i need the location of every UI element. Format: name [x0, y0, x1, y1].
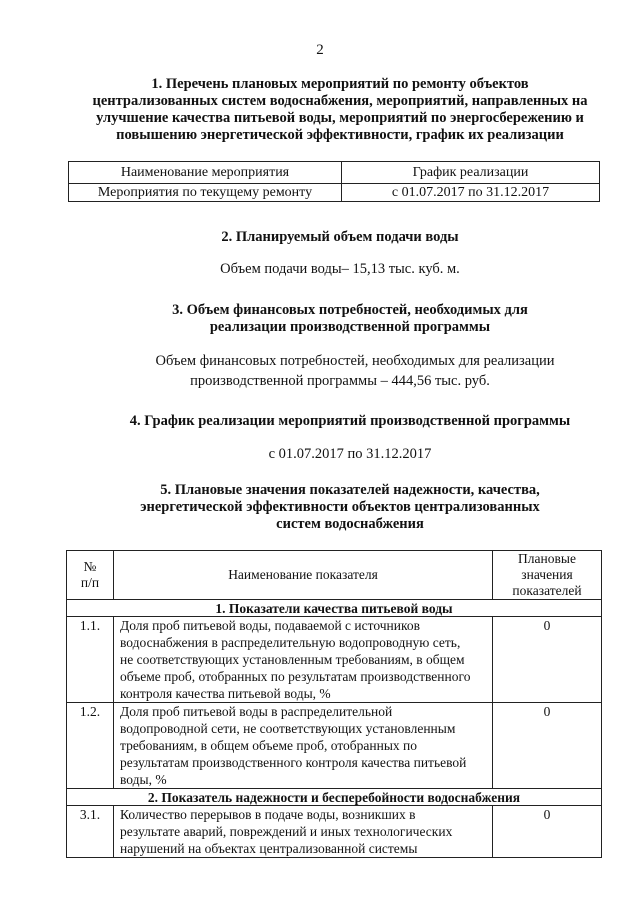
section-2-title: 2. Планируемый объем подачи воды: [221, 229, 459, 245]
measures-row-schedule: с 01.07.2017 по 31.12.2017: [342, 184, 600, 202]
header-values-line-2: значения: [521, 567, 573, 582]
financial-needs-text-line-2: производственной программы – 444,56 тыс. руб.: [190, 373, 490, 389]
row-1-1-name: [114, 617, 493, 703]
row-1-2-line: воды, %: [120, 772, 167, 787]
section-1-title-line-2: централизованных систем водоснабжения, мероприятий, направленных на: [92, 93, 588, 109]
row-3-1-line: нарушений на объектах централизованной системы: [120, 841, 418, 856]
section-1-title-line-1: 1. Перечень плановых мероприятий по ремонту объектов: [151, 76, 529, 92]
financial-needs-text-line-1: Объем финансовых потребностей, необходимых для реализации: [155, 353, 555, 369]
section-5-title-line-3: систем водоснабжения: [276, 516, 424, 532]
header-number: [67, 551, 114, 600]
header-values-line-1: Плановые: [518, 551, 576, 566]
row-3-1-name: [114, 806, 493, 858]
row-1-2-line: требованиям, в общем объеме проб, отобранных по: [120, 738, 418, 753]
row-3-1-line: результате аварий, повреждений и иных технологических: [120, 824, 453, 839]
indicators-table: [66, 550, 602, 858]
row-1-1-line: контроля качества питьевой воды, %: [120, 686, 331, 701]
section-5-title-line-2: энергетической эффективности объектов централизованных: [140, 499, 540, 515]
row-1-2-value: 0: [493, 703, 602, 789]
section-3-title-line-1: 3. Объем финансовых потребностей, необходимых для: [172, 302, 528, 318]
row-1-1-line: водоснабжения в распределительную водопроводную сеть,: [120, 635, 461, 650]
header-number-line-2: п/п: [80, 575, 100, 590]
row-3-1-line: Количество перерывов в подаче воды, возникших в: [120, 807, 416, 822]
row-1-1-value: 0: [493, 617, 602, 703]
row-1-2-line: Доля проб питьевой воды в распределительной: [120, 704, 393, 719]
row-1-1-line: объеме проб, отобранных по результатам производственного: [120, 669, 471, 684]
measures-row-name: Мероприятия по текущему ремонту: [69, 184, 342, 202]
section-4-title: 4. График реализации мероприятий производственной программы: [129, 413, 571, 429]
row-3-1-number: 3.1.: [67, 806, 114, 858]
group-quality-heading: 1. Показатели качества питьевой воды: [67, 600, 602, 617]
row-1-1-line: не соответствующих установленным требованиям, в общем: [120, 652, 465, 667]
measures-header-schedule: График реализации: [342, 162, 600, 184]
header-number-line-1: №: [83, 559, 97, 574]
row-3-1-value: 0: [493, 806, 602, 858]
water-volume-text: Объем подачи воды– 15,13 тыс. куб. м.: [220, 261, 460, 277]
measures-table: [68, 161, 600, 202]
header-indicator-name: Наименование показателя: [114, 551, 493, 600]
group-reliability-heading: 2. Показатель надежности и бесперебойности водоснабжения: [67, 789, 602, 806]
measures-header-name: Наименование мероприятия: [69, 162, 342, 184]
section-3-title-line-2: реализации производственной программы: [209, 319, 491, 335]
section-5-title-line-1: 5. Плановые значения показателей надежности, качества,: [160, 482, 540, 498]
page-number: 2: [316, 42, 324, 58]
row-1-1-number: 1.1.: [67, 617, 114, 703]
section-1-title-line-3: улучшение качества питьевой воды, мероприятий по энергосбережению и: [96, 110, 584, 126]
header-planned-values: [493, 551, 602, 600]
header-values-line-3: показателей: [512, 583, 582, 598]
section-1-title-line-4: повышению энергетической эффективности, график их реализации: [116, 127, 564, 143]
row-1-2-name: [114, 703, 493, 789]
row-1-2-line: водопроводной сети, не соответствующих установленным: [120, 721, 456, 736]
row-1-2-line: результатам производственного контроля качества питьевой: [120, 755, 467, 770]
schedule-text: с 01.07.2017 по 31.12.2017: [268, 446, 432, 462]
row-1-2-number: 1.2.: [67, 703, 114, 789]
row-1-1-line: Доля проб питьевой воды, подаваемой с источников: [120, 618, 420, 633]
